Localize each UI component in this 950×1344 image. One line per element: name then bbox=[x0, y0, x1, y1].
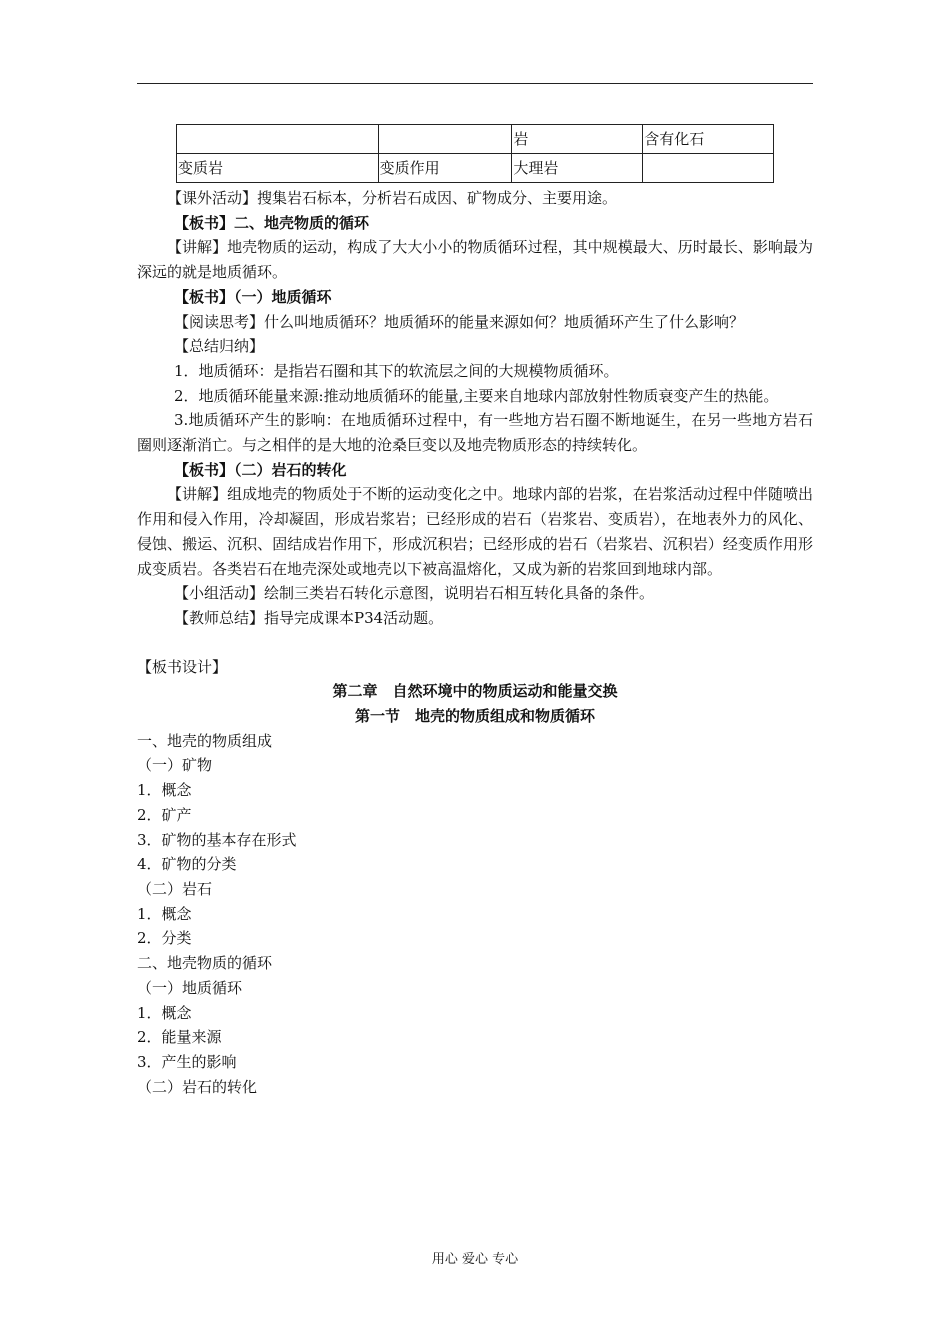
board-heading: 【板书】二、地壳物质的循环 bbox=[174, 213, 370, 232]
outline-item: 二、地壳物质的循环 bbox=[137, 954, 273, 973]
board-heading: 【板书】（二）岩石的转化 bbox=[174, 460, 347, 479]
board-heading: 【板书】（一）地质循环 bbox=[174, 287, 332, 306]
paragraph: 【讲解】组成地壳的物质处于不断的运动变化之中。地球内部的岩浆，在岩浆活动过程中伴随喷出作用和侵入作用，冷却凝固，形成岩浆岩；已经形成的岩石（岩浆岩、变质岩），在地表外力的风化、侵蚀、搬运、沉积、固结成岩作用下，形成沉积岩；已经形成的岩石（岩浆岩、沉积岩）经变质作用形成变质岩。各类岩石在地壳深处或地壳以下被高温熔化，又成为新的岩浆回到地球内部。 bbox=[137, 485, 813, 578]
outline-item: 1．概念 bbox=[137, 1003, 192, 1022]
outline-item: 4．矿物的分类 bbox=[137, 855, 237, 874]
table-row bbox=[177, 125, 774, 154]
outline-item: 1．概念 bbox=[137, 781, 192, 800]
table-cell bbox=[378, 125, 512, 154]
paragraph: 【阅读思考】什么叫地质循环？地质循环的能量来源如何？地质循环产生了什么影响？ bbox=[174, 312, 745, 331]
paragraph: 【教师总结】指导完成课本P34活动题。 bbox=[174, 608, 444, 627]
table-cell: 岩 bbox=[512, 125, 643, 154]
paragraph: 2．地质循环能量来源:推动地质循环的能量,主要来自地球内部放射性物质衰变产生的热能。 bbox=[174, 386, 779, 405]
paragraph: 【课外活动】搜集岩石标本，分析岩石成因、矿物成分、主要用途。 bbox=[167, 189, 618, 207]
outline-item: （一）矿物 bbox=[137, 756, 213, 775]
design-heading: 【板书设计】 bbox=[137, 657, 228, 676]
table-row bbox=[177, 154, 774, 183]
chapter-title: 第二章 自然环境中的物质运动和能量交换 bbox=[332, 682, 618, 701]
table-cell: 含有化石 bbox=[643, 125, 774, 154]
outline-item: 1．概念 bbox=[137, 904, 192, 923]
paragraph: 【讲解】地壳物质的运动，构成了大大小小的物质循环过程，其中规模最大、历时最长、影响最为深远的就是地质循环。 bbox=[137, 238, 813, 282]
table-cell bbox=[177, 125, 379, 154]
outline-item: 3．矿物的基本存在形式 bbox=[137, 830, 297, 849]
paragraph: 1．地质循环：是指岩石圈和其下的软流层之间的大规模物质循环。 bbox=[174, 361, 619, 380]
header-rule bbox=[137, 83, 813, 84]
rock-table bbox=[176, 124, 774, 183]
table-cell bbox=[643, 154, 774, 183]
outline-item: 2．分类 bbox=[137, 929, 192, 948]
outline-item: （二）岩石 bbox=[137, 879, 213, 898]
outline-item: 2．矿产 bbox=[137, 805, 192, 824]
paragraph: 【小组活动】绘制三类岩石转化示意图，说明岩石相互转化具备的条件。 bbox=[174, 584, 655, 603]
outline-item: 一、地壳的物质组成 bbox=[137, 731, 273, 750]
outline-item: 3．产生的影响 bbox=[137, 1052, 237, 1071]
document-body bbox=[137, 186, 813, 1099]
page-footer: 用心 爱心 专心 bbox=[431, 1252, 519, 1267]
paragraph: 【总结归纳】 bbox=[174, 337, 265, 356]
outline-item: （一）地质循环 bbox=[137, 978, 243, 997]
outline-item: （二）岩石的转化 bbox=[137, 1077, 258, 1096]
table-cell: 变质岩 bbox=[177, 154, 379, 183]
paragraph: 3.地质循环产生的影响：在地质循环过程中，有一些地方岩石圈不断地诞生，在另一些地方岩石圈则逐渐消亡。与之相伴的是大地的沧桑巨变以及地壳物质形态的持续转化。 bbox=[137, 411, 813, 455]
table-cell: 大理岩 bbox=[512, 154, 643, 183]
outline-item: 2．能量来源 bbox=[137, 1028, 222, 1047]
table-cell: 变质作用 bbox=[378, 154, 512, 183]
section-title: 第一节 地壳的物质组成和物质循环 bbox=[354, 707, 595, 726]
